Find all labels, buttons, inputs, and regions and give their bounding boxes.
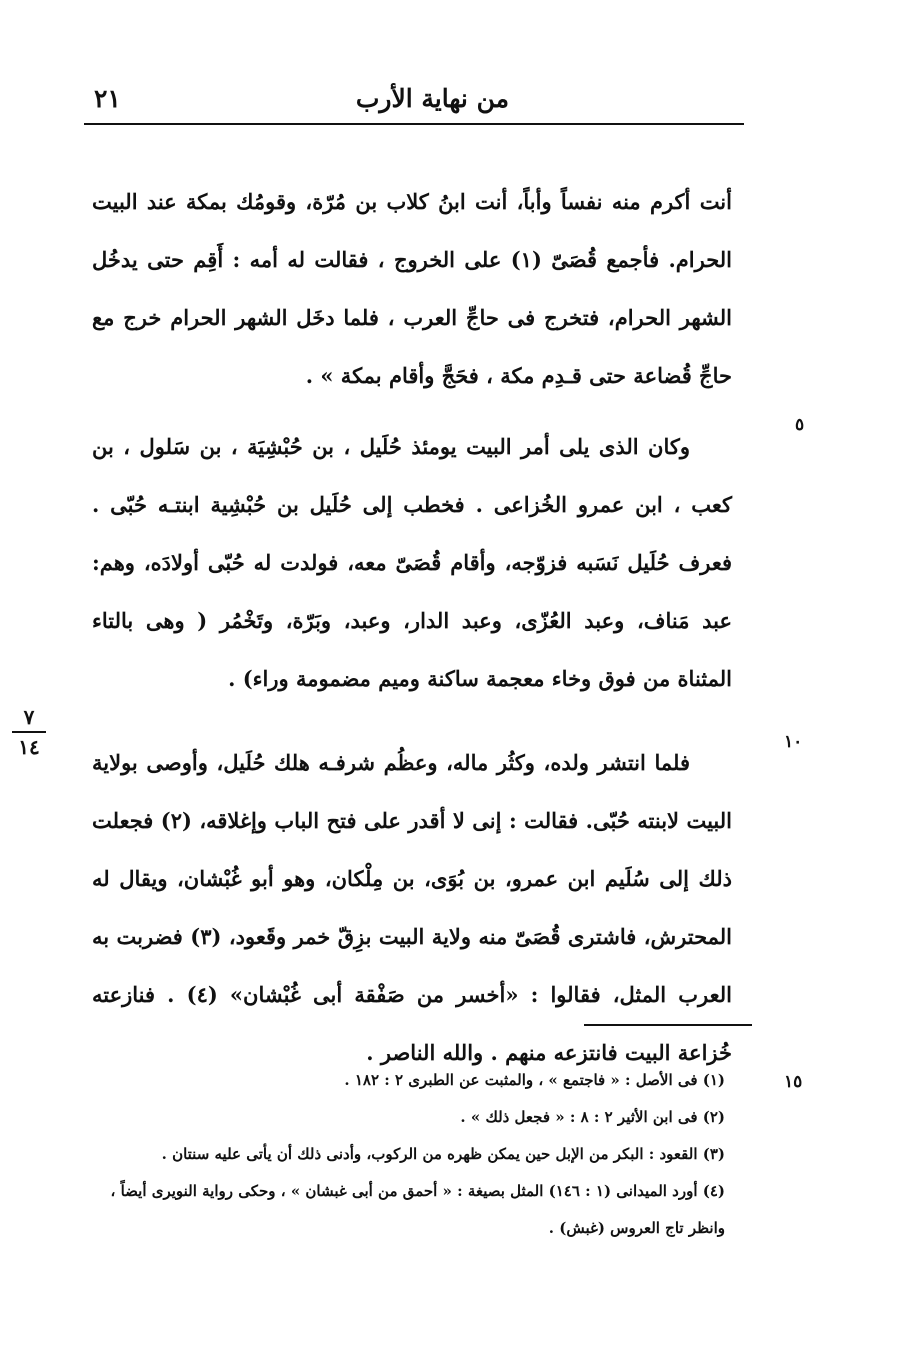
running-title: من نهاية الأرب (355, 84, 509, 113)
page-number: ٢١ (94, 84, 121, 113)
side-note-bottom: ١٤ (18, 735, 40, 759)
footnote-rule (584, 1024, 752, 1026)
line-number-15: ١٥ (784, 1072, 803, 1092)
footnote-4: (٤) أورد الميدانى (١ : ١٤٦) المثل بصيغة : « أحمق من أبى غبشان » ، وحكى رواية النويرى أيضاً ، وانظر تاج العروس (غبش) . (110, 1182, 725, 1237)
footnote-1: (١) فى الأصل : « فاجتمع » ، والمثبت عن الطبرى ٢ : ١٨٢ . (344, 1071, 725, 1089)
header-rule (84, 123, 744, 125)
paragraph-2: وكان الذى يلى أمر البيت يومئذ حُلَيل ، بن حُبْشِيَة ، بن سَلول ، بن كعب ، ابن عمرو الخُزاعى . فخطب إلى حُلَيل بن حُبْشِية ابنتـه حُبّى . فعرف حُلَيل نَسَبه فزوّجه، وأقام قُصَىّ معه، فولدت له حُبّى أولادَه، وهم: عبد مَناف، وعبد العُزّى، وعبد الدار، وعبد، وبَرّة، وتَخْمُر ( وهى بالتاء المثناة من فوق وخاء معجمة ساكنة وميم مضمومة وراء) . (92, 434, 732, 691)
paragraph-3: فلما انتشر ولده، وكثُر ماله، وعظُم شرفـه هلك حُلَيل، وأوصى بولاية البيت لابنته حُبّى. فقالت : إنى لا أقدر على فتح الباب وإغلاقه، (٢) فجعلت ذلك إلى سُلَيم ابن عمرو، بن بُوَى، بن مِلْكان، وهو أبو غُبْشان، ويقال له المحترش، فاشترى قُصَىّ منه ولاية البيت بزِقّ خمر وقَعود، (٣) فضربت به العرب المثل، فقالوا : «أخسر من صَفْقة أبى غُبْشان» (٤) . فنازعته خُزاعة البيت فانتزعه منهم . والله الناصر . (92, 750, 732, 1065)
side-note-divider (12, 731, 46, 733)
footnotes (100, 1062, 725, 1247)
side-volume-note (12, 705, 46, 759)
running-header (84, 80, 744, 120)
paragraph-1: أنت أكرم منه نفساً وأباً، أنت ابنُ كلاب بن مُرّة، وقومُك بمكة عند البيت الحرام. فأجمع قُصَىّ (١) على الخروج ، فقالت له أمه : أَقِم حتى يدخُل الشهر الحرام، فتخرج فى حاجِّ العرب ، فلما دخَل الشهر الحرام خرج مع حاجِّ قُضاعة حتى قـدِم مكة ، فحَجَّ وأقام بمكة » . (92, 189, 732, 388)
footnote-3: (٣) القعود : البكر من الإبل حين يمكن ظهره من الركوب، وأدنى ذلك أن يأتى عليه سنتان . (161, 1145, 725, 1163)
line-number-5: ٥ (795, 415, 805, 435)
footnote-2: (٢) فى ابن الأثير ٢ : ٨ : « فجعل ذلك » . (460, 1108, 725, 1126)
line-number-10: ١٠ (784, 732, 803, 752)
side-note-top: ٧ (23, 705, 35, 729)
